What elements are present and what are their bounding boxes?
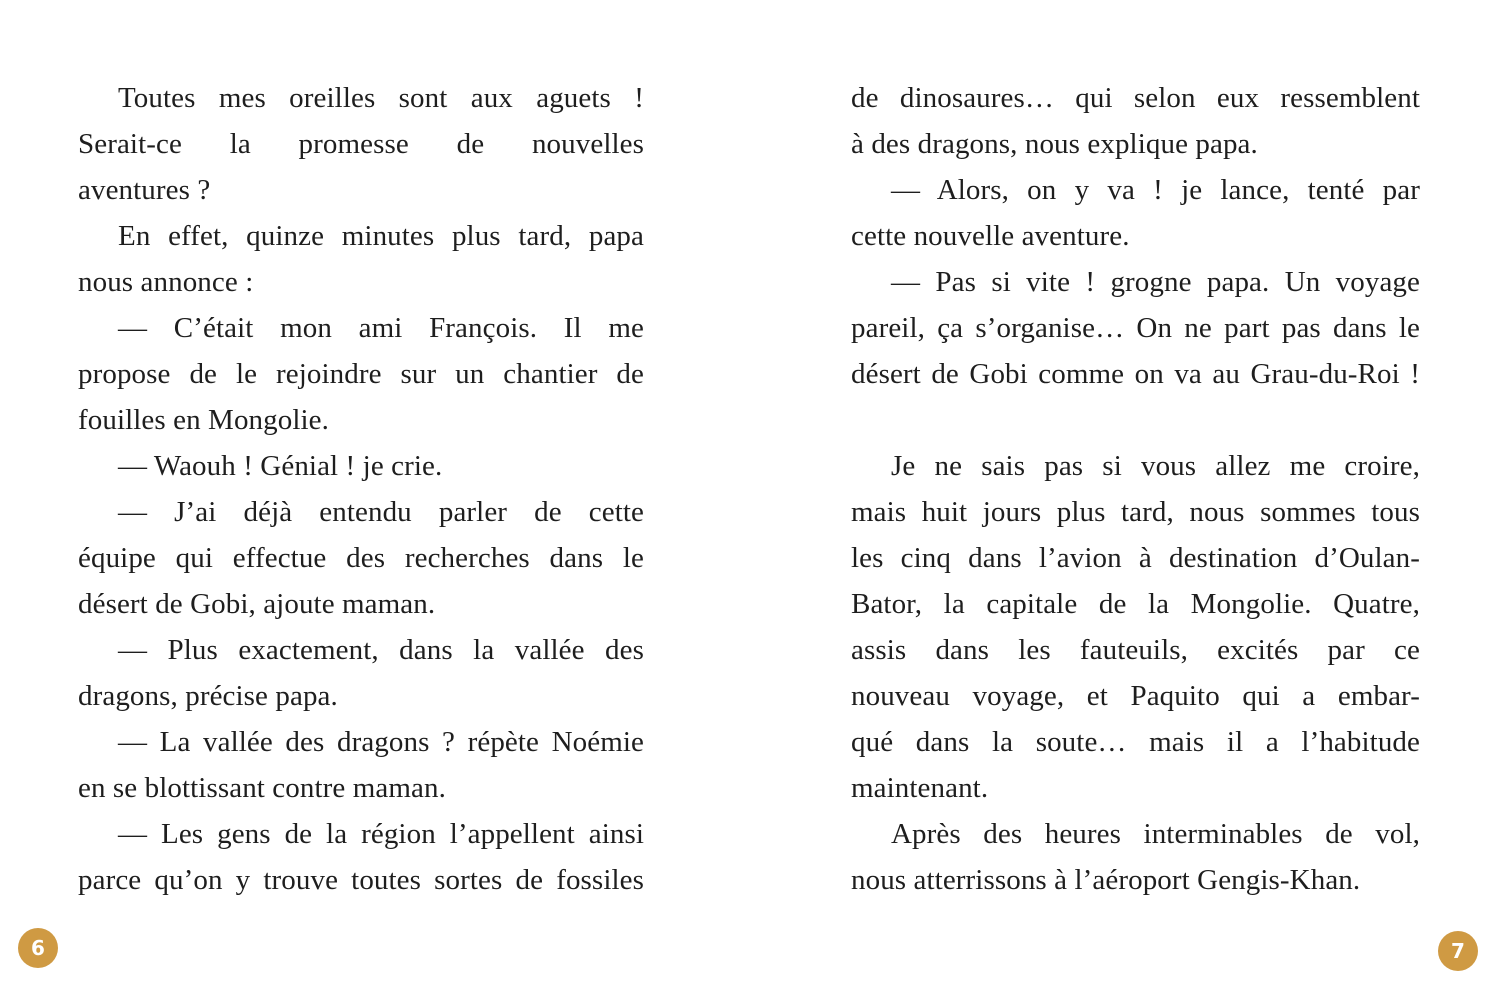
text-line: — Plus exactement, dans la vallée des bbox=[118, 634, 644, 666]
text-line: parce qu’on y trouve toutes sortes de fossiles bbox=[78, 864, 644, 896]
text-line: mais huit jours plus tard, nous sommes tous bbox=[851, 496, 1420, 528]
left-page-text-column bbox=[78, 75, 644, 903]
text-line: nouveau voyage, et Paquito qui a embar- bbox=[851, 680, 1420, 712]
text-line: Serait-ce la promesse de nouvelles bbox=[78, 128, 644, 160]
text-line: fouilles en Mongolie. bbox=[78, 404, 329, 436]
text-line: désert de Gobi comme on va au Grau-du-Roi ! bbox=[851, 358, 1420, 390]
text-line: — J’ai déjà entendu parler de cette bbox=[118, 496, 644, 528]
text-line: En effet, quinze minutes plus tard, papa bbox=[118, 220, 644, 252]
text-line: — Pas si vite ! grogne papa. Un voyage bbox=[891, 266, 1420, 298]
text-line: assis dans les fauteuils, excités par ce bbox=[851, 634, 1420, 666]
text-line: propose de le rejoindre sur un chantier de bbox=[78, 358, 644, 390]
text-line: nous atterrissons à l’aéroport Gengis-Khan. bbox=[851, 864, 1361, 896]
text-line: Bator, la capitale de la Mongolie. Quatre, bbox=[851, 588, 1420, 620]
text-line: équipe qui effectue des recherches dans le bbox=[78, 542, 644, 574]
text-line bbox=[851, 397, 1420, 443]
text-line: Je ne sais pas si vous allez me croire, bbox=[891, 450, 1420, 482]
left-page-number-badge: 6 bbox=[18, 928, 58, 968]
text-line: qué dans la soute… mais il a l’habitude bbox=[851, 726, 1420, 758]
right-page-number-badge: 7 bbox=[1438, 931, 1478, 971]
right-page-text-column bbox=[851, 75, 1420, 903]
text-line: à des dragons, nous explique papa. bbox=[851, 128, 1258, 160]
text-line: Toutes mes oreilles sont aux aguets ! bbox=[118, 82, 644, 114]
text-line: dragons, précise papa. bbox=[78, 680, 338, 712]
text-line: — Les gens de la région l’appellent ainsi bbox=[118, 818, 644, 850]
text-line: — C’était mon ami François. Il me bbox=[118, 312, 644, 344]
text-line: les cinq dans l’avion à destination d’Oulan- bbox=[851, 542, 1420, 574]
text-line: nous annonce : bbox=[78, 266, 254, 298]
text-line: cette nouvelle aventure. bbox=[851, 220, 1130, 252]
text-line: — La vallée des dragons ? répète Noémie bbox=[118, 726, 644, 758]
text-line: désert de Gobi, ajoute maman. bbox=[78, 588, 436, 620]
text-line: — Waouh ! Génial ! je crie. bbox=[118, 450, 443, 482]
text-line: — Alors, on y va ! je lance, tenté par bbox=[891, 174, 1420, 206]
text-line: maintenant. bbox=[851, 772, 989, 804]
text-line: de dinosaures… qui selon eux ressemblent bbox=[851, 82, 1420, 114]
text-line: Après des heures interminables de vol, bbox=[891, 818, 1420, 850]
text-line: aventures ? bbox=[78, 174, 211, 206]
text-line: pareil, ça s’organise… On ne part pas dans le bbox=[851, 312, 1420, 344]
text-line: en se blottissant contre maman. bbox=[78, 772, 446, 804]
